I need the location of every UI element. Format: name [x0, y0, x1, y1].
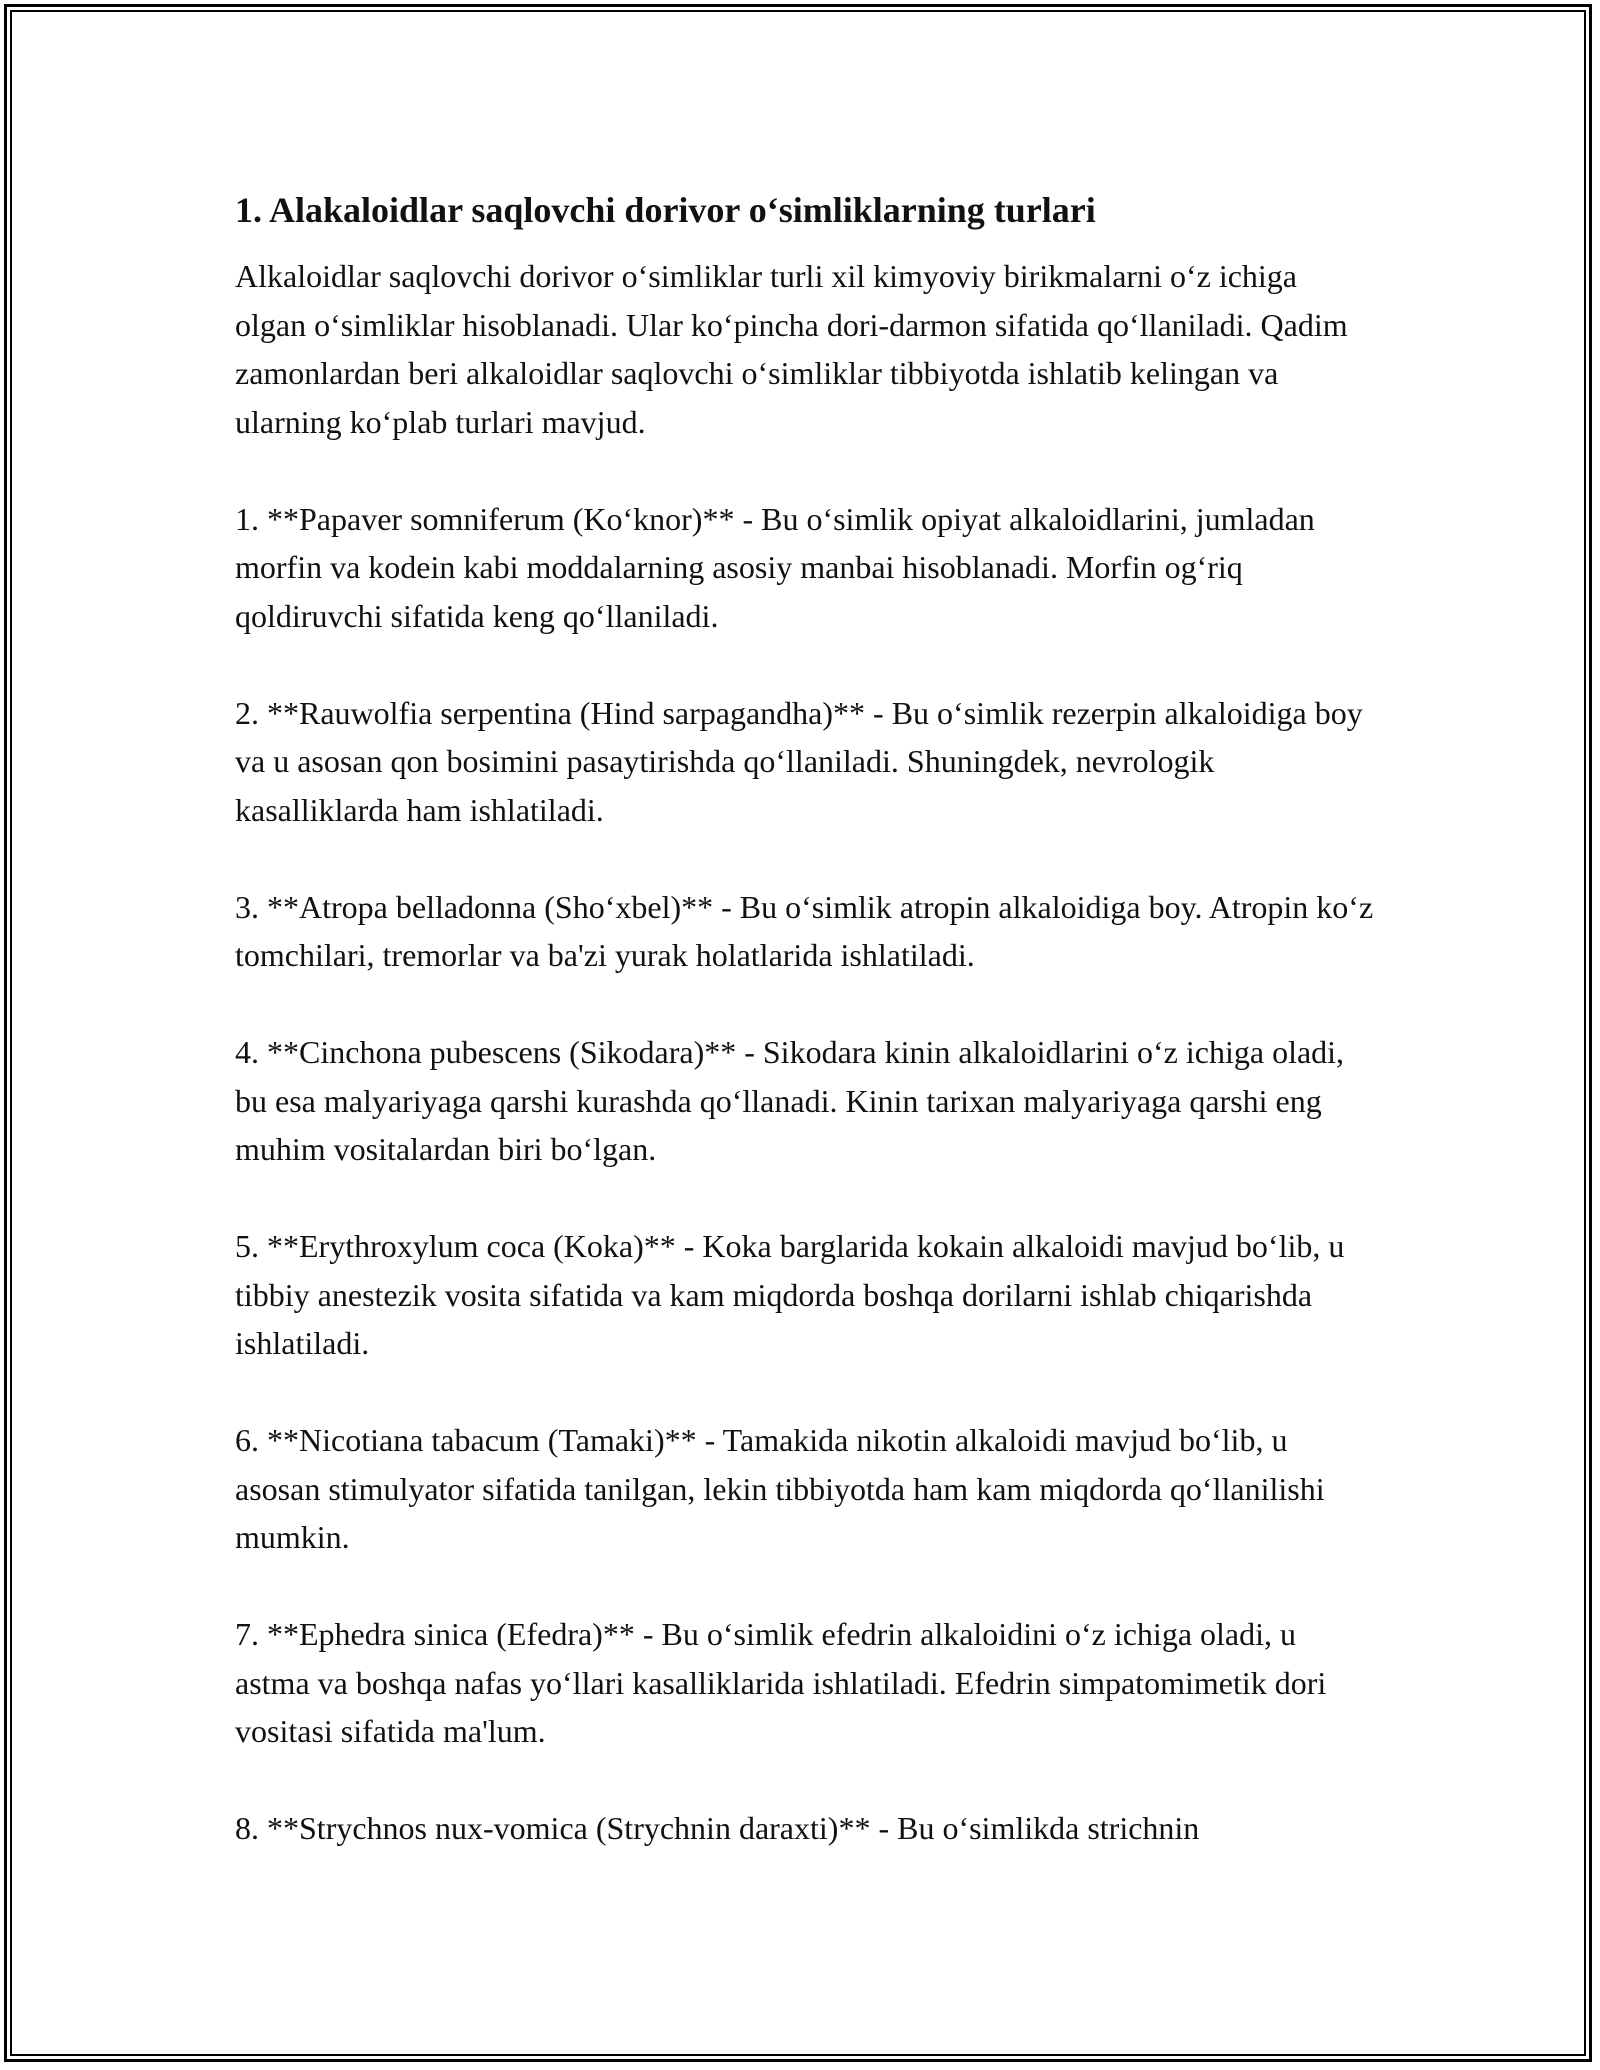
document-title: 1. Alakaloidlar saqlovchi dorivor o‘simliklarning turlari [235, 190, 1096, 230]
document-body [235, 186, 1375, 1901]
list-item-4: 4. **Cinchona pubescens (Sikodara)** - Sikodara kinin alkaloidlarini o‘z ichiga oladi, bu esa malyariyaga qarshi kurashda qo‘llanadi. Kinin tarixan malyariyaga qarshi eng muhim vositalardan biri bo‘lgan. [235, 1034, 1345, 1167]
list-item-1: 1. **Papaver somniferum (Ko‘knor)** - Bu o‘simlik opiyat alkaloidlarini, jumladan morfin va kodein kabi moddalarning asosiy manbai hisoblanadi. Morfin og‘riq qoldiruvchi sifatida keng qo‘llaniladi. [235, 500, 1315, 634]
list-item-7: 7. **Ephedra sinica (Efedra)** - Bu o‘simlik efedrin alkaloidini o‘z ichiga oladi, u astma va boshqa nafas yo‘llari kasalliklarida ishlatiladi. Efedrin simpatomimetik dori vositasi sifatida ma'lum. [235, 1616, 1327, 1749]
list-item-6: 6. **Nicotiana tabacum (Tamaki)** - Tamakida nikotin alkaloidi mavjud bo‘lib, u asosan stimulyator sifatida tanilgan, lekin tibbiyotda ham kam miqdorda qo‘llanilishi mumkin. [235, 1422, 1325, 1555]
list-item-8: 8. **Strychnos nux-vomica (Strychnin daraxti)** - Bu o‘simlikda strichnin [235, 1810, 1200, 1846]
list-item-5: 5. **Erythroxylum coca (Koka)** - Koka barglarida kokain alkaloidi mavjud bo‘lib, u tibbiy anestezik vosita sifatida va kam miqdorda boshqa dorilarni ishlab chiqarishda ishlatiladi. [235, 1228, 1345, 1361]
list-item-2: 2. **Rauwolfia serpentina (Hind sarpagandha)** - Bu o‘simlik rezerpin alkaloidiga boy va u asosan qon bosimini pasaytirishda qo‘llaniladi. Shuningdek, nevrologik kasalliklarda ham ishlatiladi. [235, 694, 1363, 828]
list-item-3: 3. **Atropa belladonna (Sho‘xbel)** - Bu o‘simlik atropin alkaloidiga boy. Atropin ko‘z tomchilari, tremorlar va ba'zi yurak holatlarida ishlatiladi. [235, 888, 1374, 973]
intro-paragraph: Alkaloidlar saqlovchi dorivor o‘simliklar turli xil kimyoviy birikmalarni o‘z ichiga olgan o‘simliklar hisoblanadi. Ular ko‘pincha dori-darmon sifatida qo‘llaniladi. Qadim zamonlardan beri alkaloidlar saqlovchi o‘simliklar tibbiyotda ishlatib kelingan va ularning ko‘plab turlari mavjud. [235, 258, 1348, 440]
